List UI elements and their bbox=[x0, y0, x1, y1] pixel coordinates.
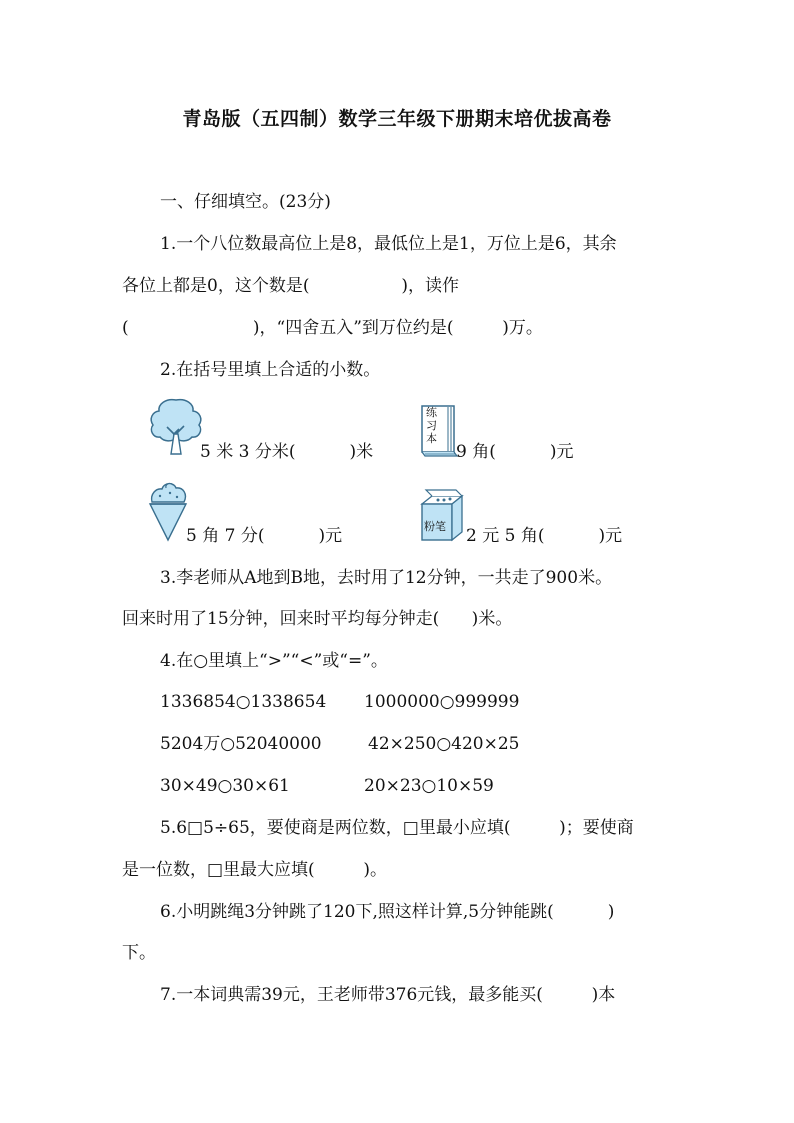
q4-row1-right: 1000000○999999 bbox=[364, 692, 520, 712]
q5-line2: 是一位数，□里最大应填( )。 bbox=[122, 860, 387, 880]
ice-cream-icon bbox=[146, 478, 190, 542]
chalk-label: 粉笔 bbox=[424, 520, 446, 533]
tree-icon bbox=[146, 396, 206, 458]
q4-row2-right: 42×250○420×25 bbox=[368, 734, 520, 754]
q1-line1: 1.一个八位数最高位上是8，最低位上是1，万位上是6，其余 bbox=[160, 234, 617, 254]
q4-prompt: 4.在○里填上“>”“<”或“=”。 bbox=[160, 651, 388, 671]
section-heading: 一、仔细填空。(23分) bbox=[160, 192, 331, 212]
q6-line2: 下。 bbox=[122, 943, 156, 963]
q2-item-chalk: 2 元 5 角( )元 bbox=[466, 526, 623, 546]
q3-line1: 3.李老师从A地到B地，去时用了12分钟，一共走了900米。 bbox=[160, 568, 613, 588]
q2-prompt: 2.在括号里填上合适的小数。 bbox=[160, 360, 381, 380]
q7-line1: 7.一本词典需39元，王老师带376元钱，最多能买( )本 bbox=[160, 985, 616, 1005]
chalk-box-icon bbox=[418, 488, 466, 544]
q3-line2: 回来时用了15分钟，回来时平均每分钟走( )米。 bbox=[122, 609, 513, 629]
page-title: 青岛版（五四制）数学三年级下册期末培优拔高卷 bbox=[182, 108, 612, 130]
q6-line1: 6.小明跳绳3分钟跳了120下,照这样计算,5分钟能跳( ) bbox=[160, 902, 615, 922]
q4-row1-left: 1336854○1338654 bbox=[160, 692, 327, 712]
book-label: 练 习 本 bbox=[426, 406, 437, 445]
q1-line3: ( )，“四舍五入”到万位约是( )万。 bbox=[122, 318, 543, 338]
q2-item-book: 9 角( )元 bbox=[456, 442, 574, 462]
q2-item-tree: 5 米 3 分米( )米 bbox=[200, 442, 374, 462]
q1-line2: 各位上都是0，这个数是( )，读作 bbox=[122, 276, 459, 296]
q4-row3-right: 20×23○10×59 bbox=[364, 776, 494, 796]
q2-item-icecream: 5 角 7 分( )元 bbox=[186, 526, 343, 546]
q4-row2-left: 5204万○52040000 bbox=[160, 734, 322, 754]
q4-row3-left: 30×49○30×61 bbox=[160, 776, 290, 796]
q5-line1: 5.6□5÷65，要使商是两位数，□里最小应填( )；要使商 bbox=[160, 818, 634, 838]
